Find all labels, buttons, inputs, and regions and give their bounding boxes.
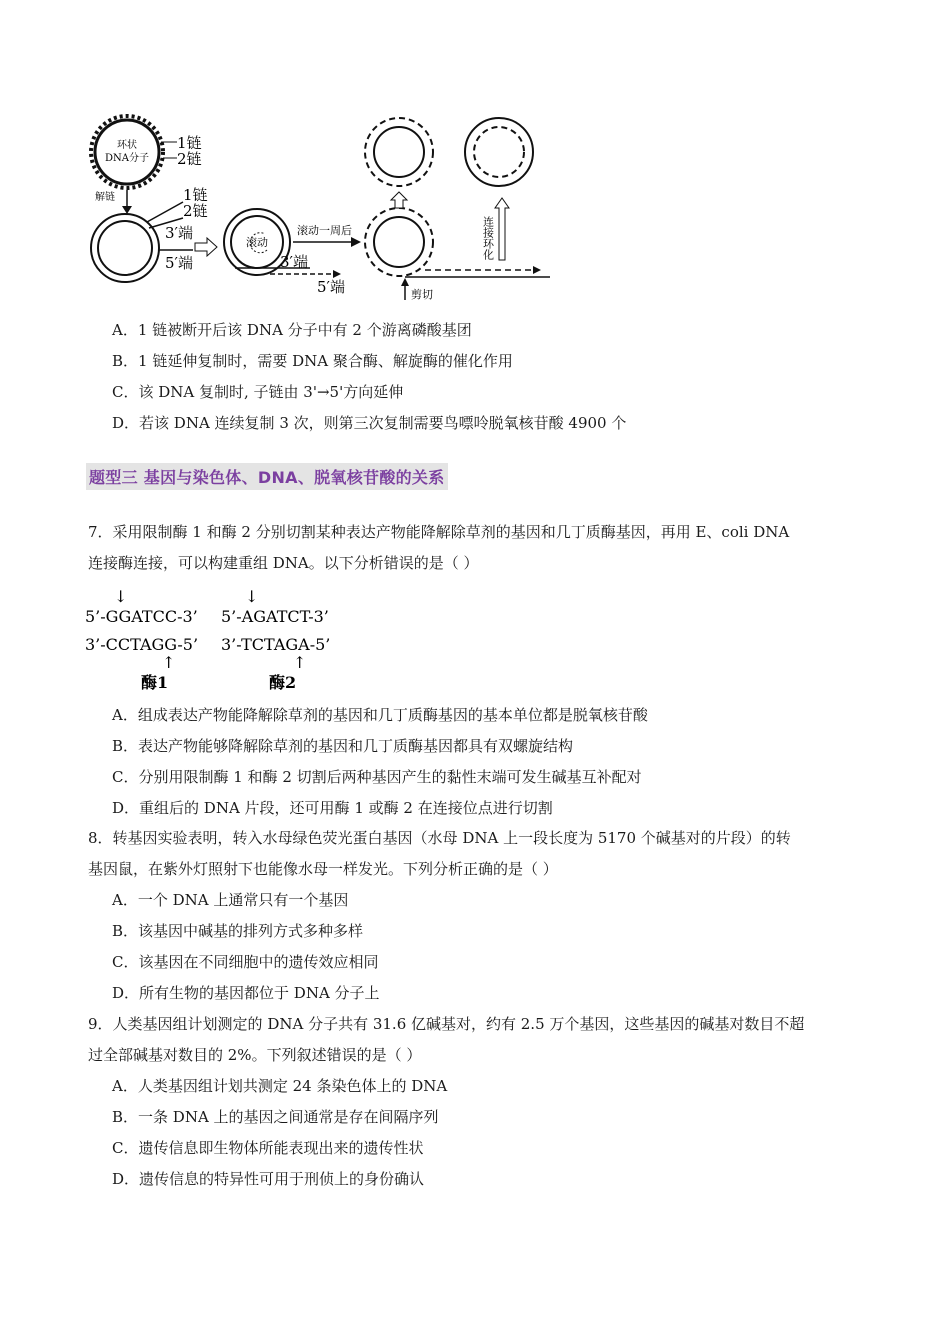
enzyme1-label: 酶1 <box>141 673 169 692</box>
cut-arrow-2-bottom: ↑ <box>293 653 307 672</box>
q6-option-c: C．该 DNA 复制时, 子链由 3'→5'方向延伸 <box>112 383 404 401</box>
strand1-label: 1链 <box>177 134 202 152</box>
rolling-label: 滚动 <box>246 236 268 249</box>
seq2-top: 5’-AGATCT-3’ <box>221 607 329 626</box>
end3-label-a: 3′端 <box>165 224 193 242</box>
seq2-bottom: 3’-TCTAGA-5’ <box>221 635 331 654</box>
q7-stem-line1: 7．采用限制酶 1 和酶 2 分别切割某种表达产物能降解除草剂的基因和几丁质酶基因，再用 E、coli DNA <box>88 523 790 541</box>
seq1-top: 5’-GGATCC-3’ <box>85 607 198 626</box>
circle-label-1: 环状 <box>117 140 137 151</box>
q8-option-b: B．该基因中碱基的排列方式多种多样 <box>112 922 364 940</box>
q9-option-a: A．人类基因组计划共测定 24 条染色体上的 DNA <box>112 1077 448 1095</box>
end3-label-b: 3′端 <box>280 253 308 271</box>
strand2b-label: 2链 <box>183 202 208 220</box>
cut-arrow-2-top: ↓ <box>245 587 259 606</box>
q7-option-c: C．分别用限制酶 1 和酶 2 切割后两种基因产生的黏性末端可发生碱基互补配对 <box>112 768 642 786</box>
strand1b-label: 1链 <box>183 186 208 204</box>
seq1-bottom: 3’-CCTAGG-5’ <box>85 635 199 654</box>
cut-arrow-1-top: ↓ <box>114 587 128 606</box>
q8-stem-line2: 基因鼠，在紫外灯照射下也能像水母一样发光。下列分析正确的是（ ） <box>88 860 558 878</box>
q9-stem-line2: 过全部碱基对数目的 2%。下列叙述错误的是（ ） <box>88 1046 422 1064</box>
q8-stem-line1: 8．转基因实验表明，转入水母绿色荧光蛋白基因（水母 DNA 上一段长度为 5170 个碱基对的片段）的转 <box>88 829 791 847</box>
enzyme2-label: 酶2 <box>269 673 297 692</box>
q9-option-c: C．遗传信息即生物体所能表现出来的遗传性状 <box>112 1139 424 1157</box>
restriction-site-figure <box>85 584 345 694</box>
rolling-circle-diagram <box>85 110 555 305</box>
q7-option-a: A．组成表达产物能降解除草剂的基因和几丁质酶基因的基本单位都是脱氧核苷酸 <box>112 706 648 724</box>
strand2-label: 2链 <box>177 150 202 168</box>
circle-label-2: DNA分子 <box>105 153 149 164</box>
cut-arrow-1-bottom: ↑ <box>162 653 176 672</box>
q6-option-b: B．1 链延伸复制时，需要 DNA 聚合酶、解旋酶的催化作用 <box>112 352 513 370</box>
q7-stem-line2: 连接酶连接，可以构建重组 DNA。以下分析错误的是（ ） <box>88 554 479 572</box>
q7-option-d: D．重组后的 DNA 片段，还可用酶 1 或酶 2 在连接位点进行切割 <box>112 799 553 817</box>
q8-option-c: C．该基因在不同细胞中的遗传效应相同 <box>112 953 379 971</box>
q6-option-d: D．若该 DNA 连续复制 3 次，则第三次复制需要鸟嘌呤脱氧核苷酸 4900 个 <box>112 414 627 432</box>
q9-option-b: B．一条 DNA 上的基因之间通常是存在间隔序列 <box>112 1108 439 1126</box>
q8-option-d: D．所有生物的基因都位于 DNA 分子上 <box>112 984 380 1002</box>
cut-label: 剪切 <box>411 288 433 301</box>
after-roll-label: 滚动一周后 <box>297 224 352 237</box>
q9-option-d: D．遗传信息的特异性可用于刑侦上的身份确认 <box>112 1170 425 1188</box>
unwind-label: 解链 <box>95 192 115 203</box>
q7-option-b: B．表达产物能够降解除草剂的基因和几丁质酶基因都具有双螺旋结构 <box>112 737 574 755</box>
section-title: 题型三 基因与染色体、DNA、脱氧核苷酸的关系 <box>86 463 448 490</box>
q6-option-a: A．1 链被断开后该 DNA 分子中有 2 个游离磷酸基团 <box>112 321 472 339</box>
q8-option-a: A．一个 DNA 上通常只有一个基因 <box>112 891 349 909</box>
end5-label-a: 5′端 <box>165 254 193 272</box>
end5-label-b: 5′端 <box>317 278 345 296</box>
q9-stem-line1: 9．人类基因组计划测定的 DNA 分子共有 31.6 亿碱基对，约有 2.5 万个基因，这些基因的碱基对数目不超 <box>88 1015 805 1033</box>
ligate-label: 连接环化 <box>481 216 495 260</box>
